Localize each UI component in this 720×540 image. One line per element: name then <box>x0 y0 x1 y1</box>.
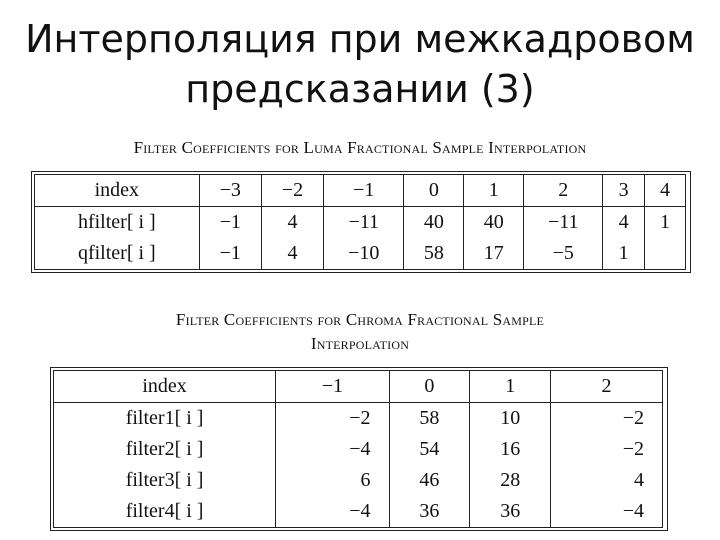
table-cell: −10 <box>324 238 404 269</box>
table-cell: 40 <box>404 207 464 238</box>
header-cell: 2 <box>524 175 603 207</box>
header-cell: 1 <box>464 175 524 207</box>
table-row <box>54 403 662 434</box>
table-cell: 58 <box>404 238 464 269</box>
table-cell: 1 <box>660 211 670 233</box>
chroma-caption-line2: Interpolation <box>310 334 410 353</box>
chroma-coefficients-table <box>53 370 663 528</box>
header-cell: 4 <box>645 175 685 207</box>
table-cell: 10 <box>470 403 551 434</box>
table-cell: −11 <box>324 207 404 238</box>
row-label: filter3[ i ] <box>54 465 276 496</box>
table-cell: 4 <box>603 207 645 238</box>
table-cell: −2 <box>622 438 644 460</box>
table-row <box>54 434 662 465</box>
row-label: qfilter[ i ] <box>35 238 200 269</box>
table-cell: 46 <box>390 465 471 496</box>
header-cell: −3 <box>200 175 262 207</box>
table-row <box>54 465 662 496</box>
table-header-row <box>54 371 662 403</box>
table-cell: 16 <box>470 434 551 465</box>
table-cell: 4 <box>262 238 324 269</box>
table-row <box>35 207 685 238</box>
table-cell: −4 <box>276 434 389 465</box>
luma-table-caption: Filter Coefficients for Luma Fractional Sample Interpolation <box>133 138 587 157</box>
header-cell: −1 <box>276 371 389 403</box>
table-row <box>35 238 685 269</box>
luma-coefficients-table <box>34 174 686 270</box>
header-cell: 0 <box>404 175 464 207</box>
table-cell: −1 <box>200 207 262 238</box>
table-cell: −4 <box>276 496 389 527</box>
row-label: filter4[ i ] <box>54 496 276 527</box>
header-cell: 2 <box>551 371 662 403</box>
header-cell: −2 <box>262 175 324 207</box>
header-cell: index <box>35 175 200 207</box>
table-cell: −1 <box>200 238 262 269</box>
row-label: hfilter[ i ] <box>35 207 200 238</box>
table-cell <box>645 238 685 269</box>
table-cell: 28 <box>470 465 551 496</box>
row-label: filter2[ i ] <box>54 434 276 465</box>
table-cell: 4 <box>262 207 324 238</box>
table-cell: −5 <box>524 238 603 269</box>
header-cell: −1 <box>324 175 404 207</box>
table-header-row <box>35 175 685 207</box>
row-label: filter1[ i ] <box>54 403 276 434</box>
table-cell: 36 <box>470 496 551 527</box>
header-cell: index <box>54 371 276 403</box>
table-cell: 6 <box>276 465 389 496</box>
header-cell: 1 <box>470 371 551 403</box>
header-cell: 3 <box>603 175 645 207</box>
table-cell: 17 <box>464 238 524 269</box>
chroma-table-caption <box>60 308 660 356</box>
table-cell: 36 <box>390 496 471 527</box>
table-cell: 40 <box>464 207 524 238</box>
table-cell: −4 <box>622 500 644 522</box>
table-cell: −2 <box>276 403 389 434</box>
chroma-caption-line1: Filter Coefficients for Chroma Fractional Sample <box>175 310 545 329</box>
table-cell: 1 <box>603 238 645 269</box>
slide-title: Интерполяция при межкадровом предсказании (3) <box>25 17 695 111</box>
table-cell: −2 <box>622 407 644 429</box>
table-cell: 54 <box>390 434 471 465</box>
table-cell: −11 <box>524 207 603 238</box>
table-row <box>54 496 662 527</box>
header-cell: 0 <box>390 371 471 403</box>
table-cell: 4 <box>634 469 644 491</box>
table-cell: 58 <box>390 403 471 434</box>
